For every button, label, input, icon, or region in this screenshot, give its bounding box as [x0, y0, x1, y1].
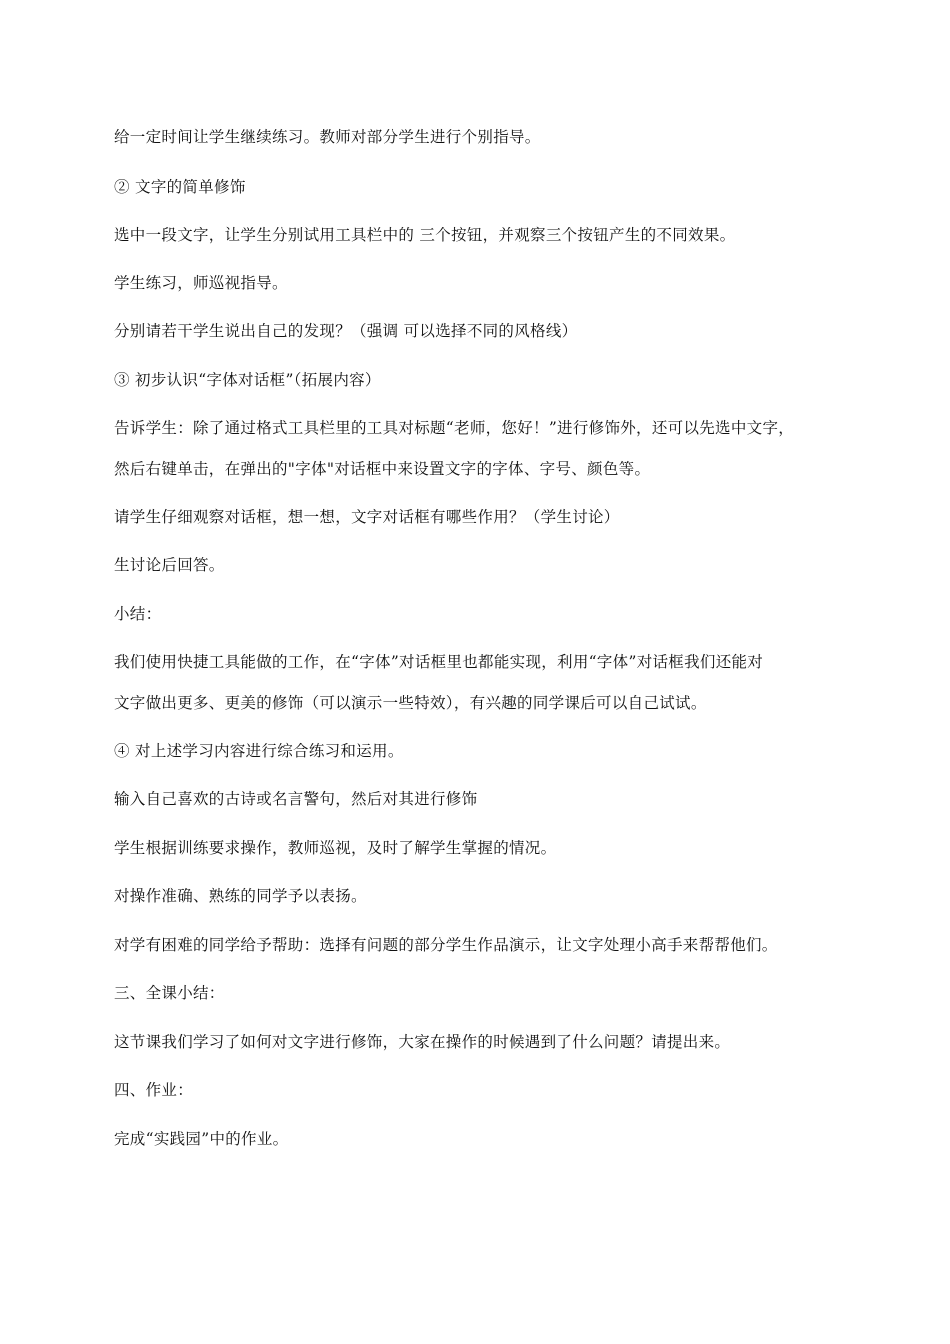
paragraph: 学生练习，师巡视指导。 — [114, 274, 288, 292]
paragraph: 选中一段文字，让学生分别试用工具栏中的 三个按钮，并观察三个按钮产生的不同效果。 — [114, 226, 736, 244]
paragraph: 这节课我们学习了如何对文字进行修饰，大家在操作的时候遇到了什么问题？请提出来。 — [114, 1033, 731, 1051]
paragraph: 我们使用快捷工具能做的工作，在“字体”对话框里也都能实现，利用“字体”对话框我们还能对 — [114, 653, 764, 671]
paragraph: 小结： — [114, 605, 162, 623]
paragraph: 请学生仔细观察对话框，想一想，文字对话框有哪些作用？（学生讨论） — [114, 508, 620, 526]
paragraph: 输入自己喜欢的古诗或名言警句，然后对其进行修饰 — [114, 790, 478, 808]
section-heading: 三、全课小结： — [114, 984, 225, 1002]
section-heading: ③ 初步认识“字体对话框”（拓展内容） — [114, 371, 381, 389]
paragraph: 学生根据训练要求操作，教师巡视，及时了解学生掌握的情况。 — [114, 839, 557, 857]
paragraph: 生讨论后回答。 — [114, 556, 225, 574]
section-heading: ④ 对上述学习内容进行综合练习和运用。 — [114, 742, 404, 760]
paragraph: 给一定时间让学生继续练习。教师对部分学生进行个别指导。 — [114, 128, 541, 146]
paragraph: 对学有困难的同学给予帮助：选择有问题的部分学生作品演示，让文字处理小高手来帮帮他们。 — [114, 936, 778, 954]
paragraph: 分别请若干学生说出自己的发现？（强调 可以选择不同的风格线） — [114, 322, 578, 340]
section-heading: 四、作业： — [114, 1081, 194, 1099]
section-heading: ② 文字的简单修饰 — [114, 178, 246, 196]
paragraph: 告诉学生：除了通过格式工具栏里的工具对标题“老师，您好！”进行修饰外，还可以先选中文字， — [114, 419, 795, 437]
paragraph: 然后右键单击，在弹出的"字体"对话框中来设置文字的字体、字号、颜色等。 — [114, 460, 651, 478]
paragraph: 文字做出更多、更美的修饰（可以演示一些特效），有兴趣的同学课后可以自己试试。 — [114, 694, 707, 712]
paragraph: 完成“实践园”中的作业。 — [114, 1130, 289, 1148]
paragraph: 对操作准确、熟练的同学予以表扬。 — [114, 887, 367, 905]
